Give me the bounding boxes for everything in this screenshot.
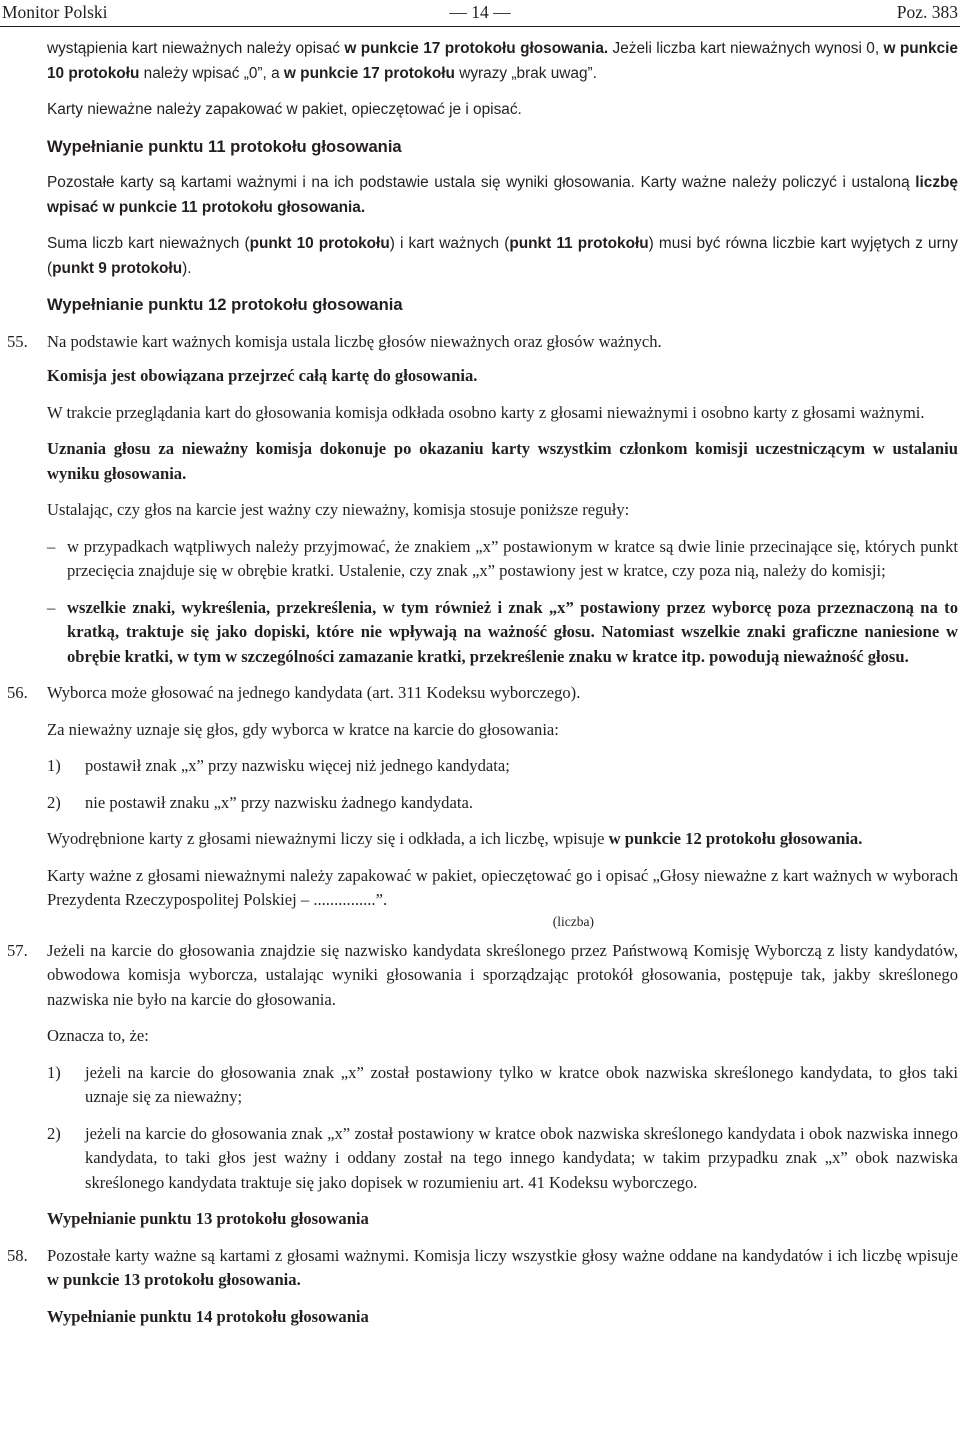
paragraph-sum-check xyxy=(47,232,958,281)
text: Wyborca może głosować na jednego kandydata (art. 311 Kodeksu wyborczego). xyxy=(47,683,581,702)
text: ) musi być równa liczbie kart wyjętych z urny ( xyxy=(47,235,958,277)
text: jeżeli na karcie do głosowania znak „x” został postawiony tylko w kratce obok nazwiska skreślonego kandydata, to głos taki uznaje się za nieważny; xyxy=(85,1062,958,1106)
rule-item-2 xyxy=(47,596,958,670)
text: Pozostałe karty są kartami ważnymi i na ich podstawie ustala się wyniki głosowania. Karty ważne należy policzyć i ustaloną xyxy=(47,174,916,191)
paragraph-number: 58. xyxy=(7,1245,28,1265)
paragraph-55 xyxy=(7,330,958,355)
list-item xyxy=(47,754,958,779)
paragraph-valid-cards xyxy=(47,171,958,220)
header-rule xyxy=(0,26,960,27)
bold-text: w punkcie 13 protokołu głosowania. xyxy=(47,1270,301,1289)
paragraph-57 xyxy=(7,939,958,1013)
text: Karty ważne z głosami nieważnymi należy zapakować w pakiet, opieczętować go i opisać „Głosy nieważne z kart ważnych w wyborach Prezydenta Rzeczypospolitej Polskiej – ...............”. xyxy=(47,865,958,909)
text: ). xyxy=(182,259,192,277)
text: w przypadkach wątpliwych należy przyjmować, że znakiem „x” postawionym w kratce są dwie linie przecinające się, których punkt przecięcia znajduje się w obrębie kratki. Ustalenie, czy znak „x” postawiony jest w kratce, czy poza nią, należy do komisji; xyxy=(67,536,958,580)
item-number: 1) xyxy=(47,1062,61,1082)
bold-text: liczbę wpisać w punkcie 11 protokołu głosowania. xyxy=(47,174,958,216)
paragraph-55-invalid-vote xyxy=(47,437,958,486)
page-header xyxy=(0,0,960,24)
list-item xyxy=(47,1061,958,1110)
section-heading-point-13: Wypełnianie punktu 13 protokołu głosowania xyxy=(47,1209,369,1228)
text: ) i kart ważnych ( xyxy=(389,235,510,252)
bold-text: w punkcie 10 protokołu xyxy=(47,40,958,82)
bold-text: w punkcie 12 protokołu głosowania. xyxy=(608,829,863,848)
bold-text: punkt 9 protokołu xyxy=(52,259,183,277)
paragraph-invalid-cards-count xyxy=(47,37,958,86)
text: Pozostałe karty ważne są kartami z głosami ważnymi. Komisja liczy wszystkie głosy ważne oddane na kandydatów i ich liczbę wpisuje xyxy=(47,1245,958,1265)
paragraph-55-review: W trakcie przeglądania kart do głosowania komisja odkłada osobno karty z głosami nieważnymi i osobno karty z głosami ważnymi. xyxy=(47,402,925,422)
paragraph-pack-invalid-cards: Karty nieważne należy zapakować w pakiet, opieczętować je i opisać. xyxy=(47,101,522,118)
count-caption: (liczba) xyxy=(552,913,594,929)
paragraph-57-means: Oznacza to, że: xyxy=(47,1026,149,1045)
dash-mark: – xyxy=(47,536,56,556)
list-item xyxy=(47,1122,958,1196)
paragraph-number: 57. xyxy=(7,940,28,960)
text: Na podstawie kart ważnych komisja ustala liczbę głosów nieważnych oraz głosów ważnych. xyxy=(47,331,662,351)
paragraph-58 xyxy=(7,1244,958,1293)
bold-text: w punkcie 17 protokołu głosowania. xyxy=(344,40,609,57)
paragraph-number: 56. xyxy=(7,683,28,702)
paragraph-56-separated-cards xyxy=(47,827,958,852)
bold-text: w punkcie 17 protokołu xyxy=(283,64,455,82)
text: Jeżeli liczba kart nieważnych wynosi 0, xyxy=(608,40,884,57)
section-heading-point-12: Wypełnianie punktu 12 protokołu głosowania xyxy=(47,295,403,314)
page-number: — 14 — xyxy=(449,2,511,22)
bold-text: Uznania głosu za nieważny komisja dokonuje po okazaniu karty wszystkim członkom komisji uczestniczącym w ustalaniu wyniku głosowania. xyxy=(47,439,958,483)
text: należy wpisać „0”, a xyxy=(139,64,284,82)
position-number: Poz. 383 xyxy=(896,2,958,22)
rule-item-1 xyxy=(47,535,958,584)
paragraph-55-bold xyxy=(47,364,958,389)
bold-text: wszelkie znaki, wykreślenia, przekreślenia, w tym również i znak „x” postawiony przez wyborcę poza przeznaczoną na to kratką, traktuje się jako dopiski, które nie wpływają na ważność głosu. Natomiast wszelkie znaki graficzne naniesione w obrębie kratki, w tym w szczególności zamazanie kratki, przekreślenie znaku w kratce itp. powodują nieważność głosu. xyxy=(67,597,958,666)
section-heading-point-14: Wypełnianie punktu 14 protokołu głosowania xyxy=(47,1306,369,1326)
text: Wyodrębnione karty z głosami nieważnymi liczy się i odkłada, a ich liczbę, wpisuje xyxy=(47,829,609,848)
paragraph-number: 55. xyxy=(7,331,28,351)
paragraph-55-rules: Ustalając, czy głos na karcie jest ważny czy nieważny, komisja stosuje poniższe reguły: xyxy=(47,500,630,519)
list-item xyxy=(47,791,958,816)
text: Jeżeli na karcie do głosowania znajdzie się nazwisko kandydata skreślonego przez Państwową Komisję Wyborczą z listy kandydatów, obwodowa komisja wyborcza, ustalając wyniki głosowania i sporządzając protokół głosowania, postępuje tak, jakby skreślonego nazwiska nie było na karcie do głosowania. xyxy=(47,940,958,1009)
text: jeżeli na karcie do głosowania znak „x” został postawiony w kratce obok nazwiska skreślonego kandydata i obok nazwiska innego kandydata, to taki głos jest ważny i oddany został na tego innego kandydata; w takim przypadku znak „x” obok nazwiska skreślonego kandydata traktuje się jako dopisek w rozumieniu art. 41 Kodeksu wyborczego. xyxy=(85,1123,958,1192)
publication-title: Monitor Polski xyxy=(2,2,108,22)
bold-text: punkt 10 protokołu xyxy=(249,235,390,252)
paragraph-56-invalid-when: Za nieważny uznaje się głos, gdy wyborca w kratce na karcie do głosowania: xyxy=(47,719,559,739)
bold-text: punkt 11 protokołu xyxy=(509,235,649,252)
text: wyrazy „brak uwag”. xyxy=(454,64,597,82)
item-number: 2) xyxy=(47,1123,61,1143)
text: postawił znak „x” przy nazwisku więcej niż jednego kandydata; xyxy=(85,756,510,775)
text: Suma liczb kart nieważnych ( xyxy=(47,235,250,252)
item-number: 2) xyxy=(47,792,61,812)
document-body xyxy=(7,37,958,1329)
dash-mark: – xyxy=(47,597,56,617)
text: nie postawił znaku „x” przy nazwisku żadnego kandydata. xyxy=(85,792,473,812)
bold-text: Komisja jest obowiązana przejrzeć całą kartę do głosowania. xyxy=(47,366,478,385)
section-heading-point-11: Wypełnianie punktu 11 protokołu głosowania xyxy=(47,136,402,156)
paragraph-56-pack xyxy=(47,864,958,929)
text: wystąpienia kart nieważnych należy opisać xyxy=(47,40,345,57)
item-number: 1) xyxy=(47,756,61,775)
paragraph-56 xyxy=(7,681,958,706)
